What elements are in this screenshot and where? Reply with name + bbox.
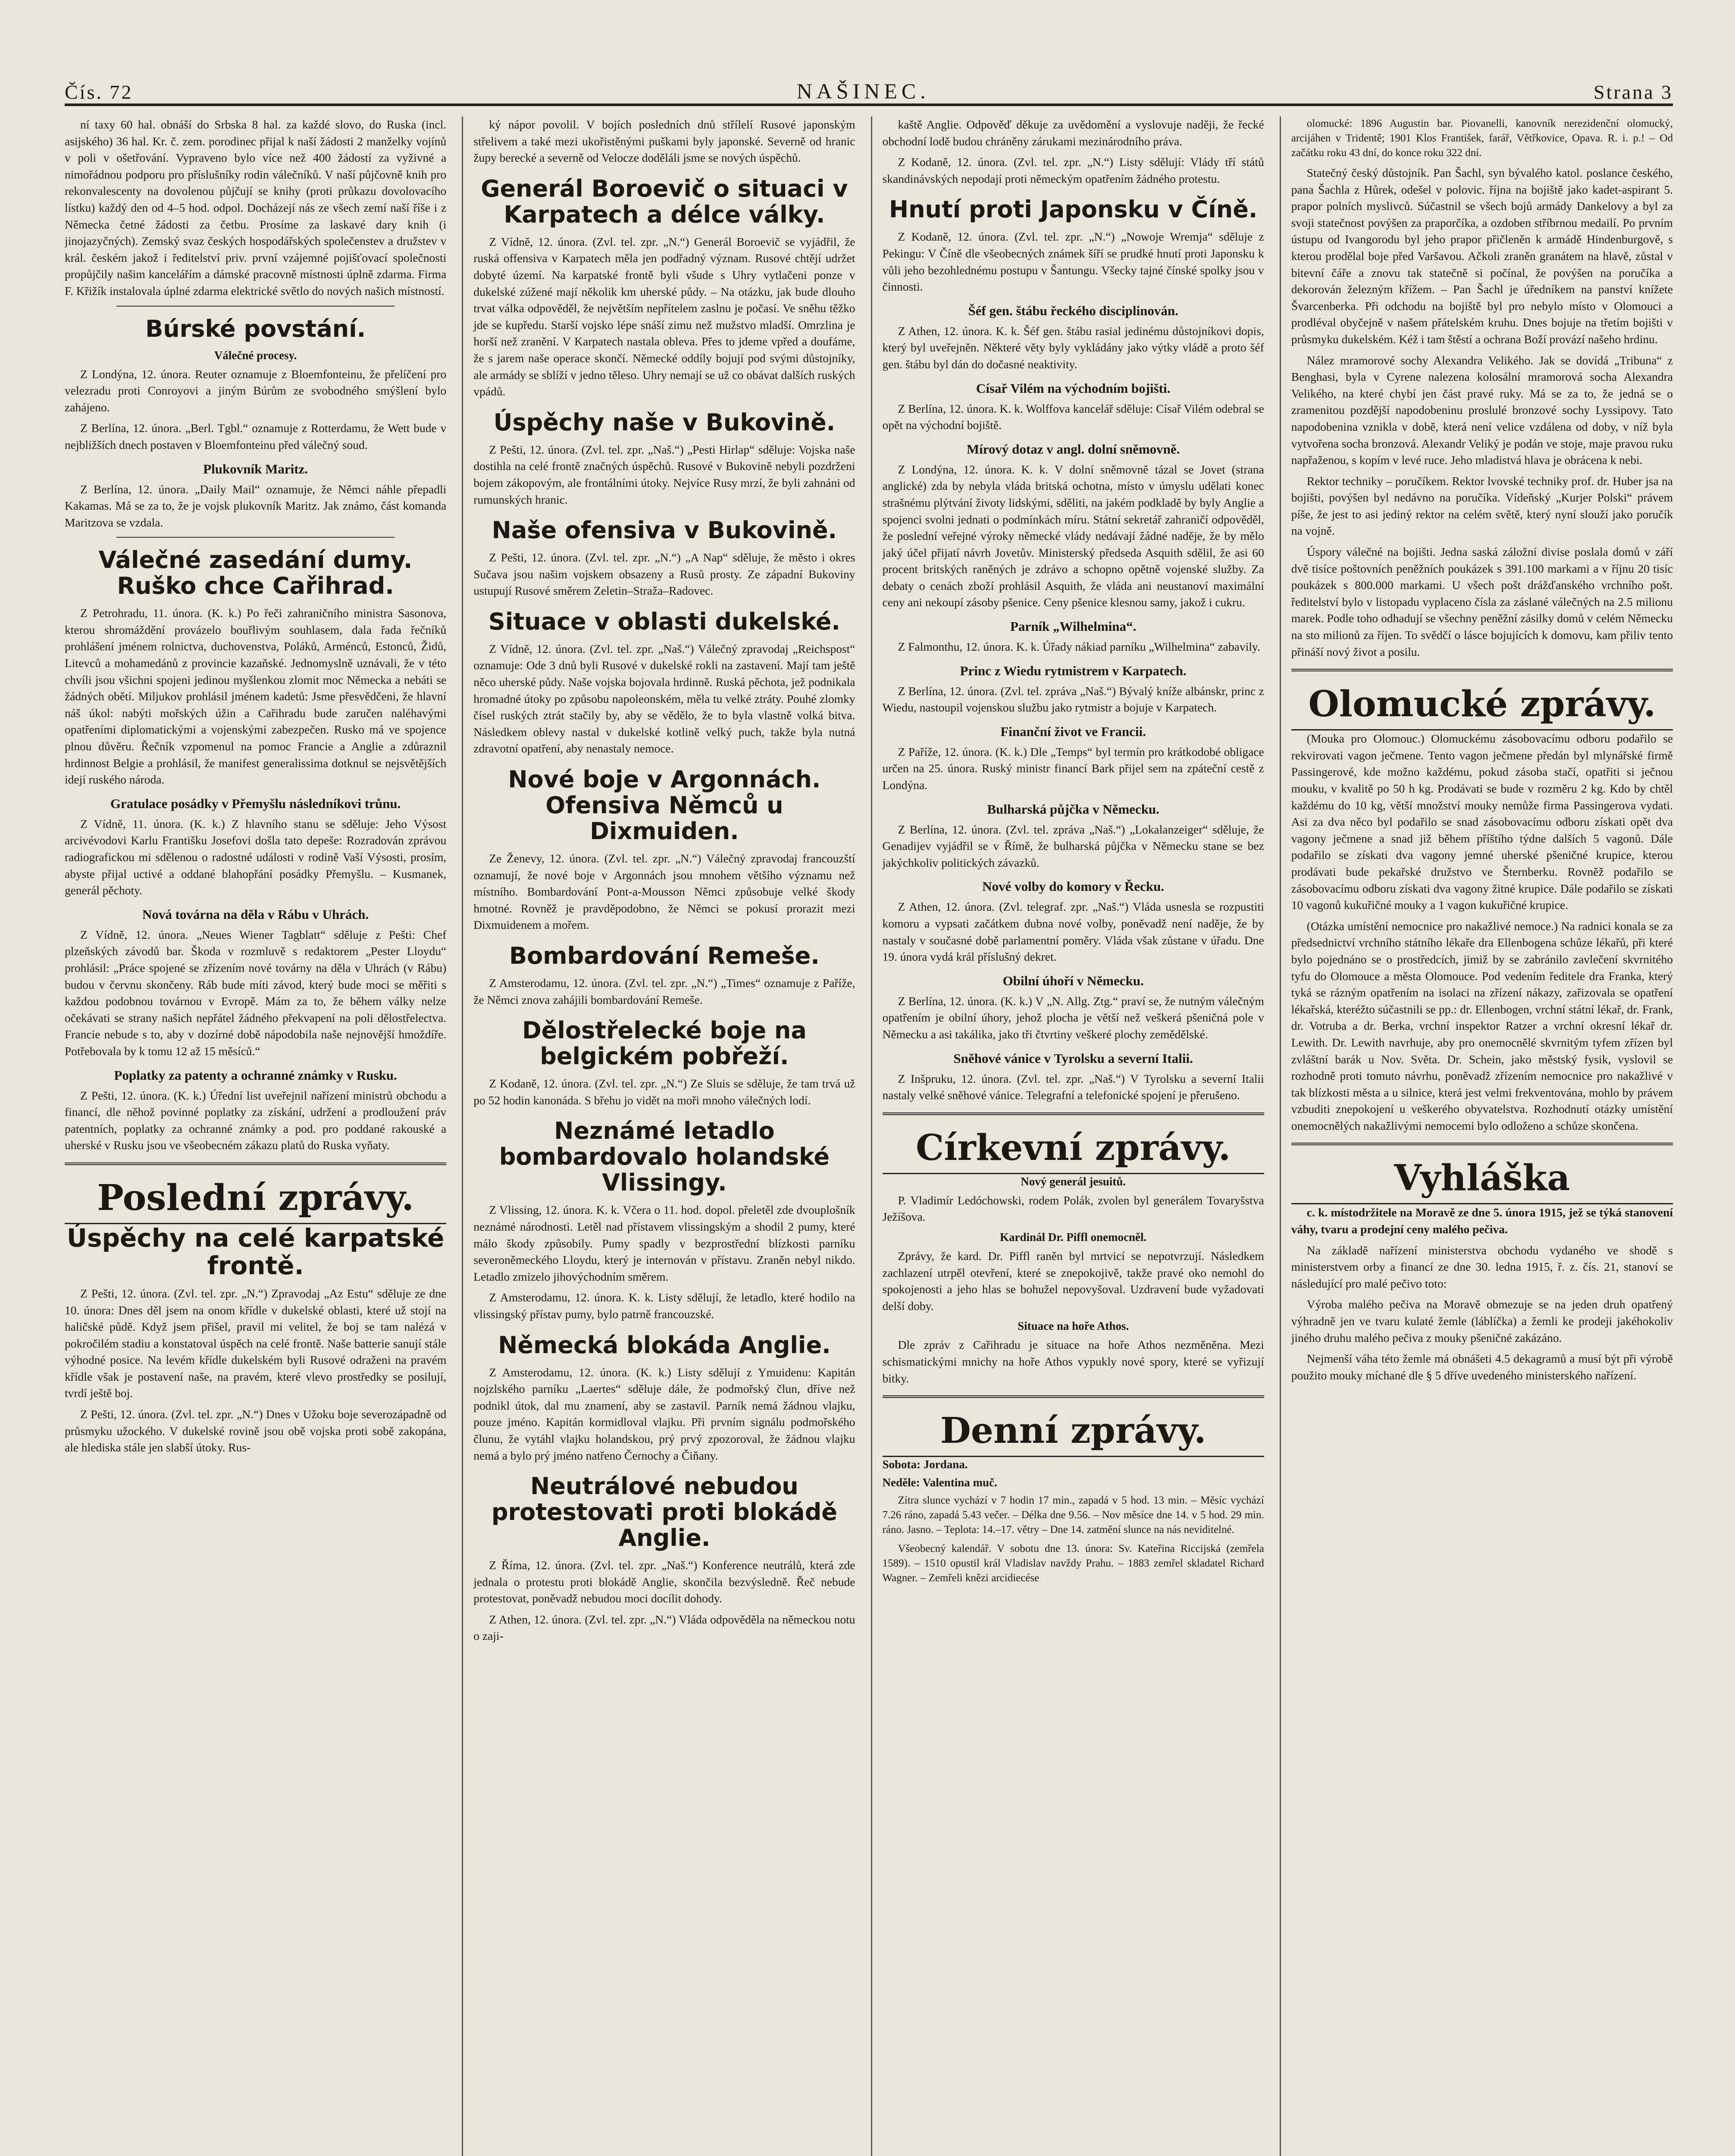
article-paragraph: (Mouka pro Olomouc.) Olomuckému zásobovacímu odboru podařilo se rekvirovati vagon ječmene. Tento vagon ječmene předán byl mlynářské firmě Passingerové, kde možno každému, pokud zásoba stačí, opatřiti si ječnou mouku, v kvalitě po 50 h kg. Prodávati se bude v rozměru 2 kg. Kdo by chtěl každému do 10 kg, větší množství mouky nemůže firma Passingerova vydati. Asi za dva něco byl podařilo se snad zásobovacímu odboru získati opět dva vagony ječmene a snad již během příštího týdne dalších 5 vagonů. Dále podařilo se získati dva vagony jemné uherské pšeničné krupice, kterou prodávati bude pekařské družstvo ve Šternberku. Rovněž podařilo se zásobovacímu odboru získati dva vagony žitné krupice. Dále podařilo se získati 10 vagonů kukuřičné mouky a 1 vagon kukuřičné krupice. [1291,732,1673,912]
article-paragraph: olomucké: 1896 Augustin bar. Piovanelli, kanovník nerezidenční olomucký, arcijáhen v Tridentě; 1901 Klos František, farář, Větřkovice, Opava. R. i. p.! – Od začátku roku 43 dní, do konce roku 322 dní. [1291,118,1673,159]
divider [116,537,395,538]
article-paragraph: Z Berlína, 12. února. (Zvl. tel. zpráva „Naš.“) Bývalý kníže albánskr, princ z Wiedu, nastoupil vojenskou službu jako rytmistr a bojuje v Karpatech. [882,684,1264,714]
headline-peace: Mírový dotaz v angl. dolní sněmovně. [966,441,1180,457]
article-paragraph: Z Paříže, 12. února. (K. k.) Dle „Temps“ byl termín pro krátkodobé obligace určen na 25. února. Ruský ministr financí Bark přijel sem na zpáteční cestě z Londýna. [882,745,1264,792]
headline-argonne: Nové boje v Argonnách. Ofensiva Němců u Dixmuiden. [508,766,821,845]
section-church [883,1112,1264,1174]
column-3 [871,116,1264,2156]
article-paragraph: Z Pešti, 12. února. (Zvl. tel. zpr. „N.“) Dnes v Užoku boje severozápadně od průsmyku užockého. V dukelské rovině jsou obě vojska proti sobě zakopána, ale hlediska stále jen slabší útoky. Rus- [65,1407,447,1454]
newspaper-title: NAŠINEC. [796,79,930,103]
article-paragraph: Z Pešti, 12. února. (K. k.) Úřední list uveřejnil nařízení ministrů obchodu a financí, dle něhož povinné poplatky za získání, udržení a prodloužení práv patentních, poplatky za ochranné známky a pod. pro poddané rakouské a uherské v Rusku jsou ve všeobecném zákazu platů do Ruska vyňaty. [65,1088,447,1152]
article-paragraph: Z Berlína, 12. února. (Zvl. tel. zpráva „Naš.“) „Lokalanzeiger“ sděluje, že Genadijev vyjádřil se v Římě, že bulharská půjčka v Německu stane se bez jakýchkoliv politických závazků. [882,822,1264,869]
headline-greece: Šéf gen. štábu řeckého disciplinován. [968,303,1178,318]
article-paragraph: Dle zpráv z Cařihradu je situace na hoře Athos nezměněna. Mezi schismatickými mnichy na hoře Athos vypukly nové spory, které se vyřizují bitky. [882,1338,1264,1385]
article-paragraph: Z Kodaně, 12. února. (Zvl. tel. zpr. „N.“) „Nowoje Wremja“ sděluje z Pekingu: V Číně dle všeobecných známek šíří se prudké hnutí proti Japonsku k vůli jeho bezohlednému postupu v Šantungu. Všecky tajné čínské spolky jsou v činnosti. [882,230,1264,294]
headline-dukla: Situace v oblasti dukelské. [488,608,840,635]
article-paragraph: Z Londýna, 12. února. Reuter oznamuje z Bloemfonteinu, že přelíčení pro velezradu proti Conroyovi a jiným Búrům ze svobodného smýšlení bylo zahájeno. [65,367,447,414]
article-paragraph: P. Vladimír Ledóchowski, rodem Polák, zvolen byl generálem Tovaryšstva Ježíšova. [882,1193,1264,1224]
article-paragraph: Výroba malého pečiva na Moravě obmezuje se na jeden druh opatřený výhradně jen ve tvaru kulaté žemle (láblíčka) a žemli ke prodeji jakéhokoliv jiného druhu malého pečiva z mouky pšeničné zakázáno. [1291,1297,1673,1344]
article-paragraph: Z Vídně, 12. února. (Zvl. tel. zpr. „Naš.“) Válečný zpravodaj „Reichspost“ oznamuje: Ode 3 dnů byli Rusové v dukelské rokli na zastavení. Mají tam ještě něco uherské půdy. Naše vojska bojovala hrdinně. Ruská pěchota, jež podnikala hromadné útoky po způsobu napoleonském, měla tu velké ztráty. Pouhé zlomky čísel ruských ztrát stačily by, aby se vědělo, že to byla vlastně volká bitva. Následkem oblevy nastal v dukelské kotlině velký puch, takže byla nutná zdravotní opatření, aby nenastaly nemoce. [473,642,855,755]
column-4 [1280,116,1673,2156]
headline-boroevic: Generál Boroevič o situaci v Karpatech a délce války. [481,175,848,228]
article-paragraph: Z Říma, 12. února. (Zvl. tel. zpr. „Naš.“) Konference neutrálů, která zde jednala o protestu proti blokádě Anglie, skončila bezvýsledně. Řeč nebude protestovat, poněvadž nebudou moci docílit dohody. [473,1558,855,1605]
columns [65,116,1673,2156]
headline-premysl: Gratulace posádky v Přemyšlu následníkovi trůnu. [110,796,401,811]
article-paragraph: Z Athen, 12. února. (Zvl. telegraf. zpr. „Naš.“) Vláda usnesla se rozpustiti komoru a vypsati začátkem dubna nové volby, poněvadž není naděje, že by nastaly v současné době parlamentní poměry. Vláda však zůstane v úřadu. Dne 19. února vydá král příslušný dekret. [882,900,1264,964]
section-decree [1291,1143,1673,1204]
article-paragraph: Z Pešti, 12. února. (Zvl. tel. zpr. „N.“) „A Nap“ sděluje, že město i okres Sučava jsou našim vojskem obsazeny a Rusů prosty. Ze západní Bukoviny ustupují Rusové směrem Zeletin–Straža–Radovec. [473,551,855,598]
article-paragraph: Z Falmonthu, 12. února. K. k. Úřady nákiad parníku „Wilhelmina“ zabavily. [898,640,1260,654]
article-paragraph: Z Vídně, 12. února. (Zvl. tel. zpr. „N.“) Generál Boroevič se vyjádřil, že ruská offensiva v Karpatech měla jen podřadný význam. Rusové chtějí udržet dobyté území. Na karpatské frontě byli všude s Uhry vytlačeni ponze v dukelské zúžené mají několik km uherské půdy. – Na otázku, jak bude dlouho trvat válka odpověděl, že největším nepřítelem zaslnu je počasí. Ve sněhu těžko jde se kupředu. Starší vojsko lépe snáší zimu než mužstvo mladší. Omrzlina je horší než zranění. V Karpatech nastala obleva. Přes to jdeme vpřed a doufáme, že s jarem naše operace skončí. Německé oddíly bojují pod svými důstojníky, ale armády se sblíží v jedno těleso. Uhry nemají se už co obávat dalších ruských vpádů. [473,235,855,398]
headline-wied: Princ z Wiedu rytmistrem v Karpatech. [960,663,1187,678]
article-paragraph: Z Berlína, 12. února. (K. k.) V „N. Allg. Ztg.“ praví se, že nutným válečným opatřením je obilní úhory, jehož plocha je větší než veškerá pšeničná pole v Německu a asi takálika, jako tři čtvrtiny veškeré plochy zemědělské. [882,994,1264,1041]
section-daily [883,1395,1264,1457]
section-title-olomouc: Olomucké zprávy. [1308,683,1656,725]
article-paragraph: Z Athen, 12. února. K. k. Šéf gen. štábu rasial jedinému důstojníkovi dopis, který byl uveřejněn. Některé věty byly vykládány jako výtky vládě a proto šéf gen. štábu byl dán do dočasné neaktivity. [882,324,1264,371]
page-number: Strana 3 [1593,81,1673,103]
divider [116,306,395,307]
headline-kaiser: Císař Vilém na východním bojišti. [976,380,1171,396]
article-paragraph: Z Amsterodamu, 12. února. (Zvl. tel. zpr. „N.“) „Times“ oznamuje z Paříže, že Němci znova zahájili bombardování Remeše. [473,976,855,1006]
article-paragraph: Z Vídně, 12. února. „Neues Wiener Tagblatt“ sděluje z Pešti: Chef plzeňských závodů bar. Škoda v rozmluvě s redaktorem „Pester Lloydu“ prohlásil: „Práce spojené se zřízením nové továrny na děla v Uhrách (v Rábu) budou v červnu skončeny. Ráb bude míti závod, který bude moci se měřiti s každou podobnou továrnou v Evropě. Mám za to, že během války nelze očekávati se strany našich nepřátel žádného překvapení na poli dělostřelectva. Francie nebude s to, aby v dozírné době nápodobila naše nejnovější hmoždíře. Potřebovala by k tomu 12 až 15 měsíců.“ [65,928,447,1058]
headline-carpath: Úspěchy na celé karpatské frontě. [66,1223,445,1280]
headline-maritz: Plukovník Maritz. [203,461,308,476]
article-paragraph: Rektor techniky – poručíkem. Rektor lvovské techniky prof. dr. Huber jsa na bojišti, povýšen byl nedávno na poručíka. Vídeňský „Kurjer Polski“ právem píše, že jest to asi jediný rektor na celém světě, který nyní slouží jako poručík na vojně. [1291,474,1673,538]
section-title-decree: Vyhláška [1394,1157,1570,1199]
article-paragraph: Nejmenší váha této žemle má obnášeti 4.5 dekagramů a musí být při výrobě použito mouky míchané dle § 5 dříve uvedeného ministerského nařízení. [1291,1352,1673,1382]
article-paragraph: Ze Ženevy, 12. února. (Zvl. tel. zpr. „N.“) Válečný zpravodaj francouzští oznamují, že nové boje v Argonnách jsou mnohem většího významu než místního. Bombardování Pont-a-Mousson Němci způsobuje velké škody hmotné. Rovněž je pravděpodobno, že Němci se pokusí prorazit mezi Dixmuidenem a mořem. [473,852,855,932]
headline-reims: Bombardování Remeše. [509,942,820,969]
subheadline: Válečné procesy. [214,348,297,362]
article-paragraph: Z Vídně, 11. února. (K. k.) Z hlavního stanu se sděluje: Jeho Výsost arcivévodovi Karlu Františku Josefovi došla tato depeše: Rozradován zprávou radiografickou mi sdělenou o radostné události v rodině Vaší Výsosti, prosím, abyste přijal uctivé a oddané blahopřání posádky Přemyšlu. – Kusmanek, generál pěchoty. [65,817,447,897]
headline-athos: Situace na hoře Athos. [1018,1319,1129,1333]
headline-bukovina-offensive: Naše ofensiva v Bukovině. [492,517,837,544]
article-paragraph: Na základě nařízení ministerstva obchodu vydaného ve shodě s ministerstvem orby a financí ze dne 30. ledna 1915, ř. z. čís. 21, stanoví se následující pro malé pečivo toto: [1291,1243,1673,1290]
headline-factory: Nová továrna na děla v Rábu v Uhrách. [142,906,369,922]
column-2 [462,116,855,2156]
article-paragraph: Úspory válečné na bojišti. Jedna saská záložní divise poslala domů v září dvě tisíce poštovních peněžních poukázek s 391.100 markami a v říjnu 20 tisíc poukázek s 800.000 markami. U všech pošt drážďanského vrchního pošt. ředitelství bylo v listopadu vyplaceno čísla za záslané válečných na 2.5 milionu marek. Podle toho odhadují se všechny peněžní zásilky domů v celém Německu na sto milionů za říjen. To svědčí o lásce bojujících k domovu, kam přiliv tento přináší nový život a posilu. [1291,545,1673,658]
headline-duma: Válečné zasedání dumy. Ruško chce Cařihrad. [98,546,413,600]
article-paragraph: Z Kodaně, 12. února. (Zvl. tel. zpr. „N.“) Listy sdělují: Vlády tří států skandinávských nepodají proti německým opatřením žádného protestu. [882,155,1264,185]
calendar-sunday: Neděle: Valentina muč. [882,1476,997,1489]
article-paragraph: c. k. místodržitele na Moravě ze dne 5. února 1915, jež se týká stanovení váhy, tvaru a prodejní ceny malého pečiva. [1291,1206,1673,1236]
article-paragraph: Zítra slunce vychází v 7 hodin 17 min., zapadá v 5 hod. 13 min. – Měsíc vychází 7.26 ráno, zapadá 5.43 večer. – Délka dne 9.56. – Nov měsíce dne 14. v 5 hod. 29 min. ráno. Jasno. – Teplota: 14.–17. větry – Dne 14. zatmění slunce na nás neviditelné. [882,1495,1264,1536]
article-paragraph: Nález mramorové sochy Alexandra Velikého. Jak se dovídá „Tribuna“ z Benghasi, byla v Cyrene nalezena kolosální mramorová socha Alexandra Velikého, na které chybí jen část pravé ruky. Má se za to, že jedná se o zramenitou pozdější napodobeninu proslulé bronzové sochy Lyssipovy. Tato napodobenina vznikla v době, která není velice vzdálena od doby, v níž byla vytvořena socha bronzová. Alexandr Veliký je podán ve stoje, maje pravou ruku napřaženou, s kopím v levé ruce. Jeho mladistvá hlava je obrácena k nebi. [1291,353,1673,467]
article-paragraph: Z Berlína, 12. února. „Daily Mail“ oznamuje, že Němci náhle přepadli Kakamas. Má se za to, že je vojsk plukovník Maritz. Jak známo, část komanda Maritzova se vzdala. [65,482,447,529]
article-paragraph: Z Berlína, 12. února. K. k. Wolffova kancelář sděluje: Císař Vilém odebral se opět na východní bojiště. [882,401,1264,432]
section-latest [65,1163,446,1224]
article-paragraph: Z Kodaně, 12. února. (Zvl. tel. zpr. „N.“) Ze Sluis se sděluje, že tam trvá už po 52 hodin kanonáda. S břehu jo vidět na moři mnoho válečných lodí. [473,1077,855,1107]
headline-blockade: Německá blokáda Anglie. [498,1331,831,1359]
headline-plane: Neznámé letadlo bombardovalo holandské Vlissingy. [499,1117,830,1197]
article-paragraph: Z Pešti, 12. února. (Zvl. tel. zpr. „N.“) Zpravodaj „Az Estu“ sděluje ze dne 10. února: Dnes děl jsem na onom křídle v dukelské oblasti, které už stojí na haličské půdě. Když jsem přišel, pravil mi velitel, že boj se tam nalézá v pokročilém stadiu a konstatoval úspěch na celé frontě. Naše batterie sanují stále výhodné posice. Na levém křídle dukelském byli Rusové odraženi na pravém křídle však je postavení naše, na pravém, které vlevo prostředky se posilují, tvrdí ještě boj. [65,1286,447,1400]
section-olomouc [1291,669,1673,730]
masthead [65,65,1673,106]
article-paragraph: Z Inšpruku, 12. února. (Zvl. tel. zpr. „Naš.“) V Tyrolsku a severní Italii nastaly velké sněhové vánice. Telegrafní a telefonické spojení je přerušeno. [882,1072,1264,1102]
article-paragraph: Z Amsterodamu, 12. února. (K. k.) Listy sdělují z Ymuidenu: Kapitán nojzlského parníku „Laertes“ sděluje dále, že podmořský člun, dříve než podnikl útok, dal mu znamení, aby se zastavil. Parník nemá žádnou vlajku, pouze jméno. Kapitán kormidloval vlajku. Při prvním signálu podmořského člunu, že vytáhl vlajku holandskou, prý prvý zpozoroval, že žádnou vlajku nemá a bylo prý jméno natřeno Černochy a Čiňany. [473,1365,855,1462]
headline-snow: Sněhové vánice v Tyrolsku a severní Italii. [953,1050,1193,1066]
calendar-saturday: Sobota: Jordana. [882,1458,968,1471]
headline-neutral: Neutrálové nebudou protestovati proti blokádě Anglie. [491,1473,837,1552]
article-paragraph: ký nápor povolil. V bojích posledních dnů střílelí Rusové japonským střelivem a také mezi ukořistěnými puškami byly japonské. Severně od hranic župy berecké a severně od Velocze doděláli jsme se nových úspěchů. [473,118,855,165]
section-title-latest: Poslední zprávy. [97,1177,414,1219]
article-paragraph: Z Petrohradu, 11. února. (K. k.) Po řeči zahraničního ministra Sasonova, kterou shromáždění provázelo bouřlivým souhlasem, dala řada řečníků prohlášení jménem rolnictva, duchovenstva, Poláků, Arménců, Estonců, Židů, Litevců a mohamedánů z provincie kazaňské. Jednomyslně uznávali, že v této chvíli jsou všichni spojeni jedinou myšlenkou zlomit moc Německa a nebáti se žádných obětí. Miljukov prohlásil jménem kadetů: Jsme přesvědčeni, že hlavní náš úkol: nabýti mořských úžin a Cařihradu bude zaručen naléhavými opatřeními diplomatickými a vojenskými zabezpečen. Rusko má ve spojence plnou důvěru. Řečník vzpomenul na pomoc Francie a Anglie a zdůraznil hrdinnost Belgie a prohlásil, že manifest generalissima dotknul se nejsvětějších idejí ruského národa. [65,606,447,787]
headline-japan: Hnutí proti Japonsku v Číně. [889,196,1258,223]
article-paragraph: Všeobecný kalendář. V sobotu dne 13. února: Sv. Kateřina Riccijská (zemřela 1589). – 1510 opustil král Vladislav navždy Prahu. – 1883 zemřel skladatel Richard Wagner. – Zemřeli knězi arcidiecése [882,1543,1264,1584]
article-paragraph: (Otázka umístění nemocnice pro nakažlivé nemoce.) Na radnici konala se za předsednictví vrchního státního lékaře dra Ellenbogena schůze lékařů, při které bylo pojednáno se o prostředcích, jimiž by se zabránilo zavlečení skvrnitého tyfu do Olomouce a města Olomouce. Pod vedením ředitele dra Franka, který tyká se rázným opatřením na isolaci na zřízení nákazy, zařizovala se opatření lékařská, kteréžto súčastnili se pp.: dr. Ellenbogen, vrchní státní lékař, dr. Frank, dr. Votruba a dr. Berka, vrchní inspektor Ratzer a vrchní okresní lékař dr. Lewith. Dr. Lewith navrhuje, aby pro onemocnělé skvrnitým tyfem zřízen byl zvláštní barák u Nov. Světa. Dr. Schein, jako městský fysik, vyslovil se rozhodně proti tomuto návrhu, poněvadž zřízením nemocnice pro nakažlivé v tak blízkosti města a u silnice, která jest velmi frekventována, mohlo by právem vzbuditi znepokojení u veškerého obyvatelstva. Rozhodnutí otázky umístění onemocnělých nakažlivými nemocemi bylo odloženo a schůze skončena. [1291,919,1673,1132]
article-paragraph: Statečný český důstojník. Pan Šachl, syn bývalého katol. poslance českého, pana Šachla z Hůrek, odešel v polovic. října na bojiště jako kadet-aspirant 5. prapor polních myslivců. Súčastnil se všech bojů armády Dankelovy a byl za svoji statečnost povýšen za praporčíka, a ozdoben stříbrnou medailí. Po prvním ústupu od Ivangorodu byl jeho prapor přičleněn k armádě Hindenburgově, s kterou prodělal boje před Varšavou. Ačkoli zraněn granátem na hlavě, zůstal v bitevní čáře a znovu tak statečně si počínal, že povýšen na poručíka a dekorován železným křížem. – Pan Šachl je úředníkem na panství knížete Švarcenberka. Při odchodu na bojiště byl pro nebylo místo v Olomouci a prodléval obyčejně v našem přátelském kruhu. Dnes bojuje na třetím bojišti v průsmyku dukelském. Kéž i tam štěstí a ochrana Boží provází našeho hrdinu. [1291,166,1673,346]
headline-wilhelmina: Parník „Wilhelmina“. [1010,619,1137,634]
article-paragraph: Z Vlissing, 12. února. K. k. Včera o 11. hod. dopol. přeletěl zde dvouplošník neznámé národnosti. Letěl nad přístavem vlissingským a shodil 2 pumy, které málo škody způsobily. Pumy spadly v bezprostřední blízkosti parníku severoněmeckého Lloydu, který je internován v přístavu. Zraněn nebyl nikdo. Letadlo zmizelo jihovýchodním směrem. [473,1203,855,1283]
article-paragraph: ní taxy 60 hal. obnáší do Srbska 8 hal. za každé slovo, do Ruska (incl. asijského) 36 hal. Kr. č. zem. porodinec přijal k naší žádosti 2 manželky vojínů v poli v ošetřování. Vypraveno bylo více než 400 žádostí za vyživné a nimořádnou podporu pro příslušníky rodin válečníků. V naší půjčovně knih pro rekonvalescenty na dovolenou půjčují se knihy (proti průkazu dovolovacího lístku) každý den od 4–5 hod. odpol. Docházejí nás ze všech zemí naší říše i z Německa četné žádosti za četbu. Prosíme za laskavé dary knih (i jinojazyčných). Zemský svaz českých hospodářských společenstev a družstev v král. českém jakož i ředitelství priv. první vzájemné pojišťovací společnosti propůjčily našim kancelářím a dámské pracovně místnosti úplně zdarma. Firma F. Křižík instalovala úplné zdarma elektrické světlo do nových našich místností. [65,118,447,298]
section-title-church: Církevní zprávy. [916,1127,1231,1169]
headline-bukovina-success: Úspěchy naše v Bukovině. [493,408,836,436]
headline-boer: Búrské povstání. [145,315,366,342]
issue-number: Čís. 72 [65,81,133,103]
article-paragraph: Z Amsterodamu, 12. února. K. k. Listy sdělují, že letadlo, které hodilo na vlissingský přístav pumy, bylo patrně francouzské. [473,1291,855,1321]
headline-jesuit: Nový generál jesuitů. [1021,1175,1126,1188]
headline-harvest: Obilní úhoří v Německu. [1002,973,1144,988]
article-paragraph: Z Pešti, 12. února. (Zvl. tel. zpr. „Naš.“) „Pesti Hirlap“ sděluje: Vojska naše dostihla na celé frontě značných úspěchů. Rusové v Bukovině nebyli pozdrženi bojem zákopovým, ale frontálními útoky. Nejvíce Rusy mrzí, že byli zahnáni od rumunských hranic. [473,442,855,506]
headline-elections: Nové volby do komory v Řecku. [982,879,1165,894]
column-1 [65,116,446,2156]
article-paragraph: Zprávy, že kard. Dr. Piffl raněn byl mrtvicí se nepotvrzují. Následkem zachlazení utrpěl otevření, které se znepokojivě, takže pravé oko nemohl do spokojenosti a jeho hlas se bohužel nepovyšoval. Uzdravení bude vyžadovati delší doby. [882,1249,1264,1313]
article-paragraph: Z Athen, 12. února. (Zvl. tel. zpr. „N.“) Vláda odpověděla na německou notu o zaji- [473,1612,855,1643]
article-paragraph: Z Berlína, 12. února. „Berl. Tgbl.“ oznamuje z Rotterdamu, že Wett bude v nejbližších dnech postaven v Bloemfonteinu před válečný soud. [65,421,447,451]
article-paragraph: Z Londýna, 12. února. K. k. V dolní sněmovně tázal se Jovet (strana anglické) zda by nebyla vláda britská ochotna, místo v úmyslu udělati konec strašnému plýtvání životy lidskými, sděliti, na jakém podkladě by byly Anglie a spojenci svolni jednati o podmínkách míru. Státní sekretář zahraničí odpověděl, že poslední veřejné výroky německé vlády nedávají žádné naděje, že by mělo jaký účel přijatí návrh Jovetův. Ministerský předseda Asquith sdělil, že asi 60 procent britských raněných je zdrávo a schopno opětně vojenské služby. Za debaty o cenách zboží prohlásil Asquith, že vláda ani neustanoví maximální ceny ani nekoupí zásoby pšenice. Ceny pšenice klesnou samy, jakož i cukru. [882,462,1264,609]
headline-piffl: Kardinál Dr. Piffl onemocněl. [1000,1230,1147,1244]
headline-bulgaria: Bulharská půjčka v Německu. [987,801,1159,817]
section-title-daily: Denní zprávy. [940,1410,1206,1452]
headline-patents: Poplatky za patenty a ochranné známky v Rusku. [114,1067,397,1083]
article-paragraph: kaště Anglie. Odpověď děkuje za uvědomění a vyslovuje naději, že řecké obchodní lodě budou chráněny zárukami mezinárodního práva. [882,118,1264,148]
headline-belgium: Dělostřelecké boje na belgickém pobřeží. [522,1017,807,1070]
headline-france: Finanční život ve Francii. [1000,724,1146,739]
